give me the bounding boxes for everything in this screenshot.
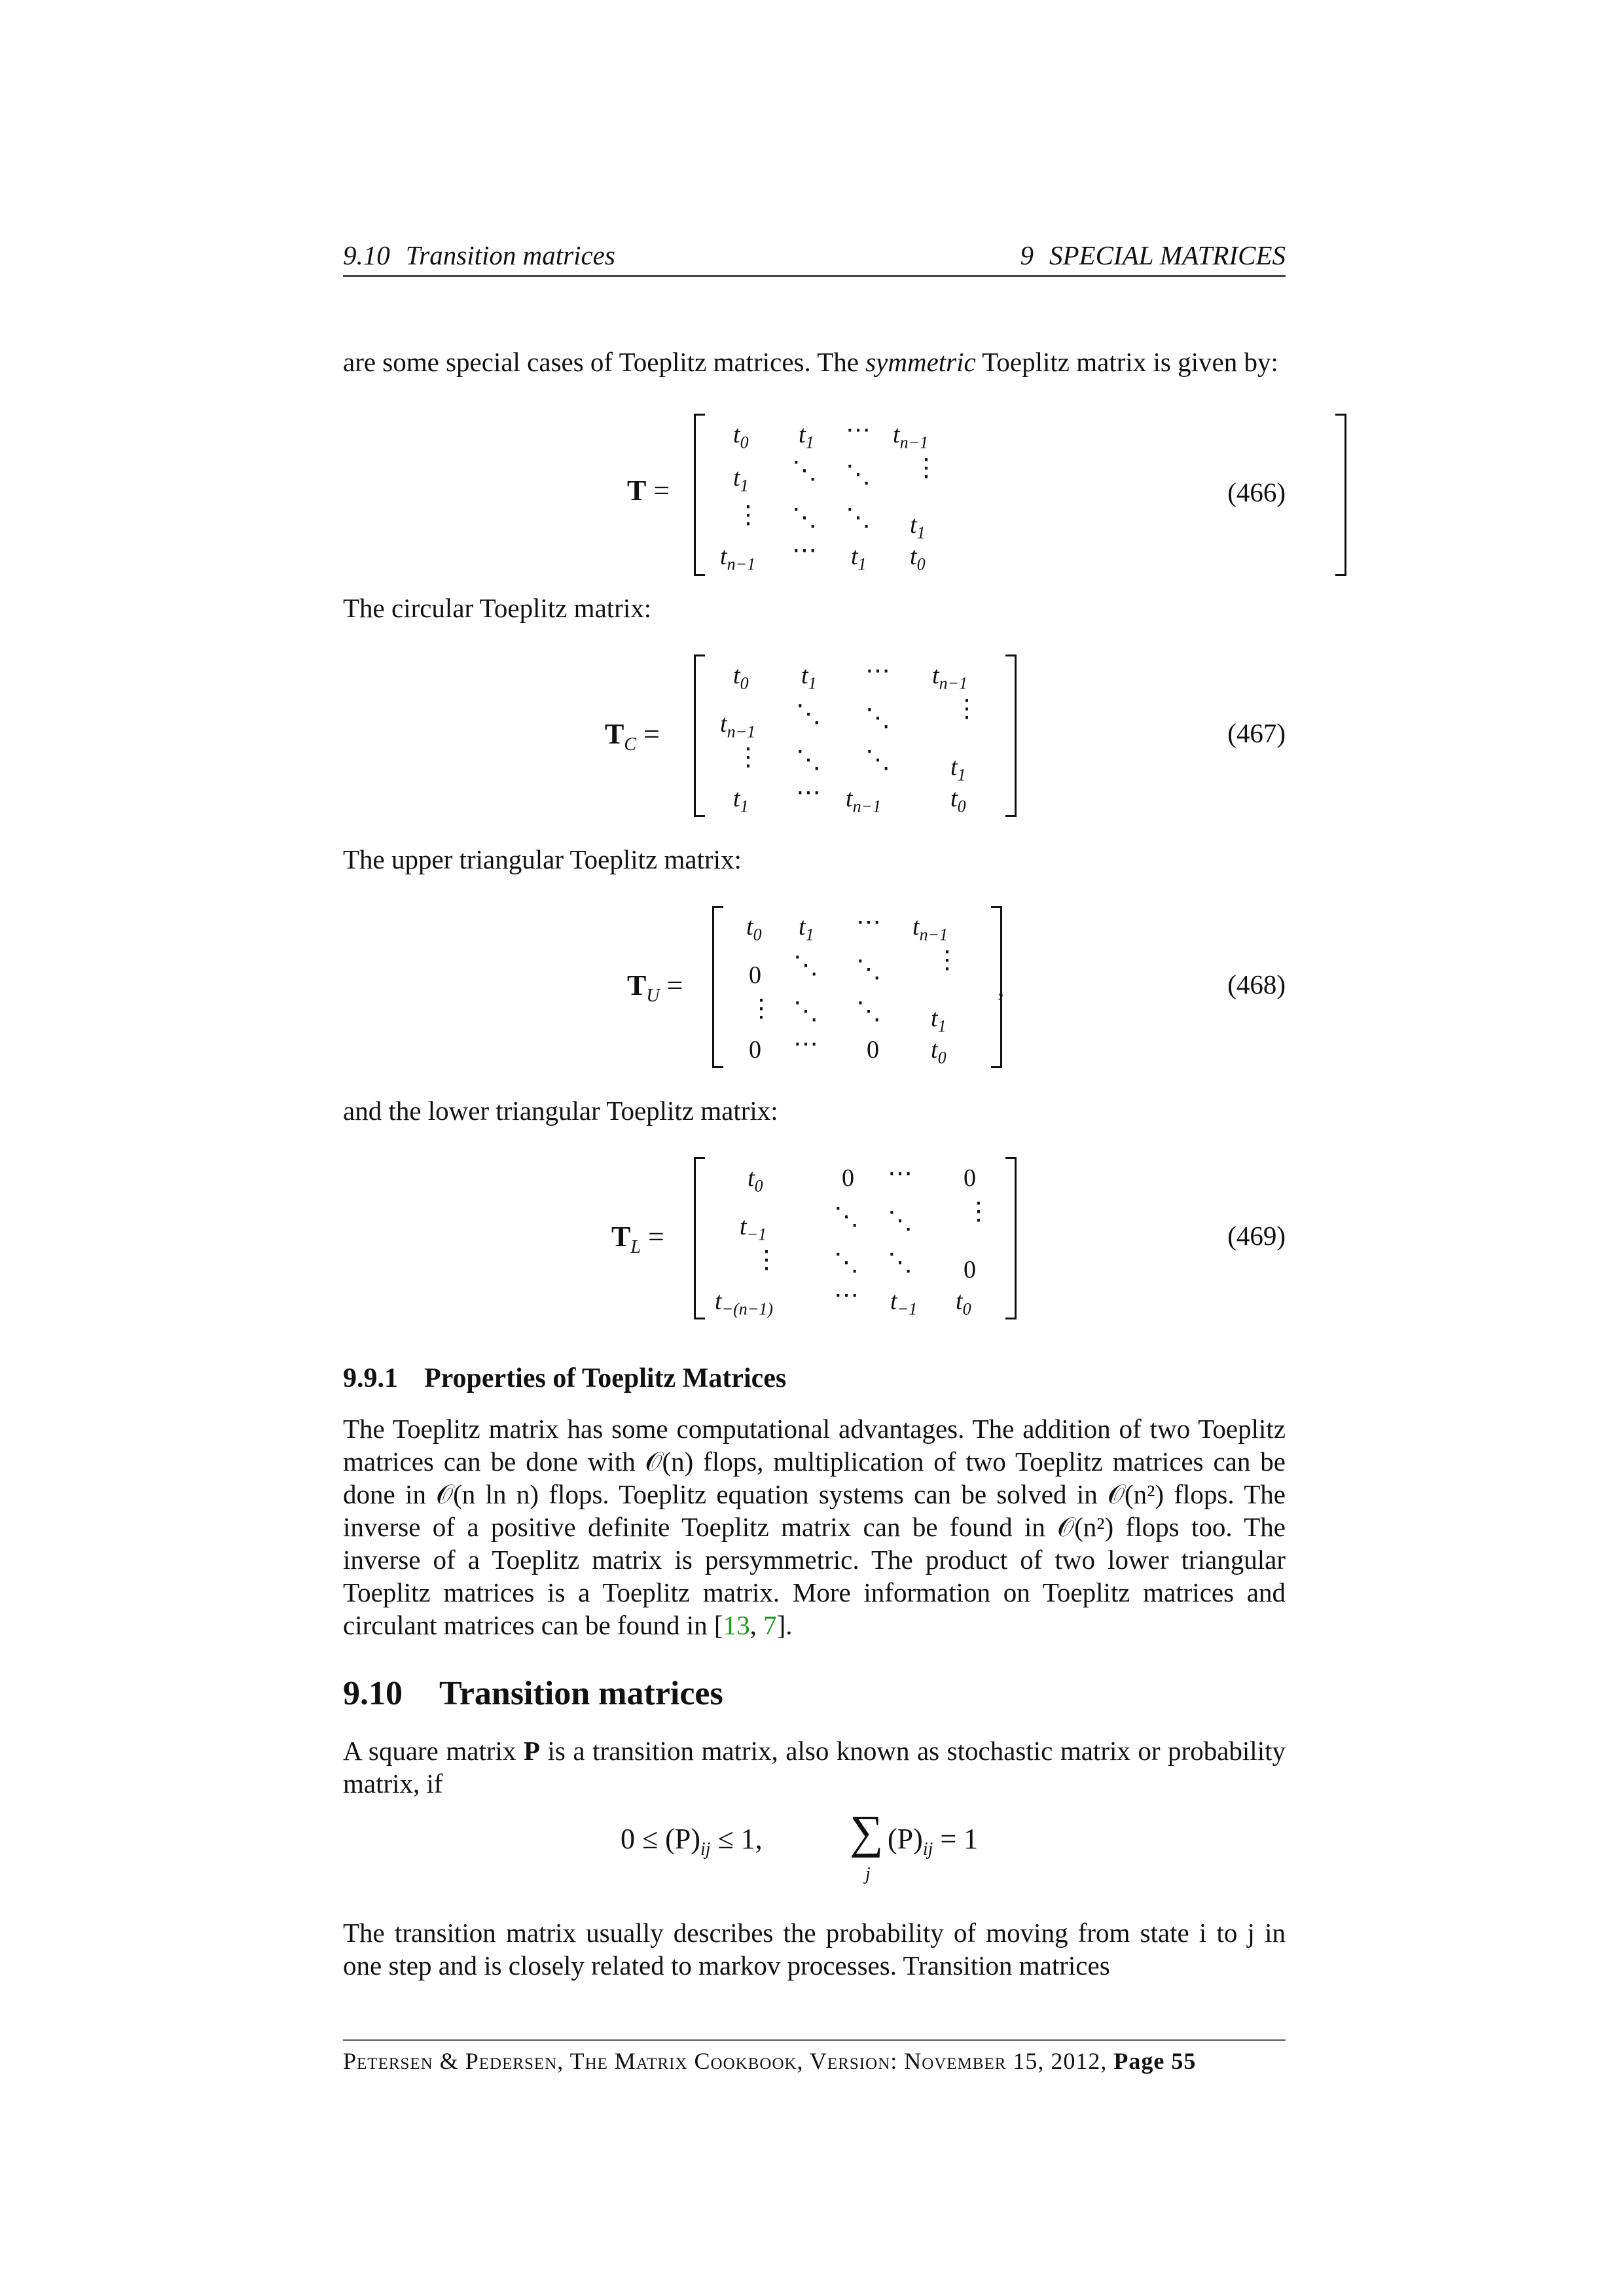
intro-paragraph: [343, 346, 1286, 378]
right-bracket: [1005, 1157, 1017, 1319]
matrix-cell: $t_{-(n-1)}$: [715, 1287, 773, 1319]
header-section-title: Transition matrices: [405, 240, 615, 270]
left-bracket: [712, 906, 723, 1068]
properties-text: The Toeplitz matrix has some computational advantages. The addition of two Toeplitz matrices can be done with 𝒪(n) flops, multiplication of two Toeplitz matrices can be done in 𝒪(n ln n) flops. Toeplitz equation systems can be solved in 𝒪(n²) flops. The inverse of a positive definite Toeplitz matrix can be found in 𝒪(n²) flops too. The inverse of a Toeplitz matrix is persymmetric. The product of two lower triangular Toeplitz matrices is a Toeplitz matrix. More information on Toeplitz matrices and circulant matrices can be found in [: [343, 1414, 1286, 1640]
eq468-number: (468): [1227, 969, 1286, 999]
section-number: 9.10: [343, 1675, 403, 1712]
intro-text-before: are some special cases of Toeplitz matrices. The: [343, 347, 866, 377]
circular-label: The circular Toeplitz matrix:: [343, 593, 652, 623]
left-bracket: [694, 1157, 705, 1319]
properties-text-end: ].: [776, 1610, 793, 1640]
matrix-cell: 0: [749, 1036, 761, 1064]
eq467-subscript: C: [624, 734, 637, 755]
matrix-cell: $t_{n-1}$: [912, 913, 948, 944]
equation-468: [343, 903, 1286, 1075]
matrix-cell: $t_1$: [799, 421, 814, 452]
matrix-cell: ⋱: [856, 997, 881, 1025]
matrix-cell: ⋱: [846, 504, 871, 531]
matrix-cell: ⋮: [736, 744, 761, 771]
sum-equals: = 1: [933, 1823, 979, 1855]
matrix-cell: ⋱: [834, 1249, 859, 1276]
matrix-cell: $t_0$: [910, 543, 926, 574]
left-bracket: [694, 655, 705, 817]
matrix-cell: $t_1$: [801, 662, 817, 693]
matrix-cell: $t_{n-1}$: [720, 543, 756, 574]
matrix-cell: ⋱: [865, 704, 890, 732]
eq468-symbol: T: [627, 969, 647, 1001]
matrix-cell: ⋮: [935, 946, 960, 974]
matrix-cell: ⋯: [834, 1282, 859, 1309]
matrix-cell: $t_1$: [799, 913, 814, 944]
upper-label: The upper triangular Toeplitz matrix:: [343, 844, 742, 874]
matrix-cell: 0: [842, 1164, 854, 1192]
matrix-cell: $t_1$: [910, 511, 926, 543]
matrix-cell: ⋮: [966, 1198, 991, 1225]
sum-term: (P): [888, 1823, 923, 1855]
eq466-number: (466): [1227, 477, 1286, 507]
matrix-cell: ⋱: [888, 1249, 912, 1276]
condition-inequality: [621, 1822, 763, 1860]
matrix-cell: ⋱: [834, 1203, 859, 1230]
matrix-cell: ⋮: [749, 995, 774, 1022]
page-number: Page 55: [1113, 2048, 1197, 2074]
footer-text: Petersen & Pedersen, The Matrix Cookbook, Version: November 15, 2012,: [343, 2048, 1114, 2074]
matrix-cell: 0: [964, 1164, 976, 1192]
page-footer: [343, 2039, 1286, 2075]
sum-symbol: ∑: [850, 1806, 884, 1858]
matrix-cell: $t_1$: [851, 543, 867, 574]
section-heading: [343, 1674, 723, 1713]
equation-466: [343, 411, 1286, 581]
eq467-number: (467): [1227, 718, 1286, 748]
matrix-cell: ⋯: [792, 537, 817, 564]
matrix-cell: $t_0$: [956, 1287, 971, 1319]
matrix-cell: ⋮: [954, 695, 979, 723]
matrix-cell: $t_{-1}$: [890, 1287, 918, 1319]
matrix-cell: ⋱: [792, 504, 817, 531]
header-left: [343, 240, 615, 271]
matrix-cell: ⋱: [865, 746, 890, 774]
eq469-subscript: L: [630, 1236, 641, 1257]
section-title: Transition matrices: [439, 1675, 723, 1712]
matrix-cell: $t_0$: [748, 1164, 763, 1196]
citation-link[interactable]: 13: [723, 1610, 750, 1640]
transition-text: A square matrix: [343, 1736, 524, 1766]
properties-paragraph: [343, 1412, 1286, 1641]
subsection-heading: [343, 1363, 786, 1394]
matrix-cell: $t_{n-1}$: [893, 421, 929, 452]
equation-467: [343, 652, 1286, 823]
matrix-cell: ⋱: [793, 997, 818, 1025]
citation-link[interactable]: 7: [763, 1610, 777, 1640]
matrix-cell: $t_0$: [950, 785, 966, 816]
matrix-cell: $t_1$: [733, 785, 749, 816]
transition-intro-paragraph: [343, 1734, 1286, 1800]
matrix-cell: ⋯: [793, 1030, 818, 1058]
matrix-cell: ⋯: [865, 657, 890, 685]
eq466-symbol: T: [627, 475, 647, 507]
intro-emphasis: symmetric: [865, 347, 976, 377]
matrix-cell: ⋮: [914, 454, 939, 482]
matrix-cell: $t_0$: [733, 421, 749, 452]
inequality-subscript: ij: [700, 1839, 711, 1859]
matrix-cell: 0: [867, 1036, 879, 1064]
matrix-cell: ⋮: [754, 1246, 779, 1274]
matrix-cell: $t_{n-1}$: [932, 662, 968, 693]
transition-description-paragraph: The transition matrix usually describes the probability of moving from state i to j in one step and is closely related to markov processes. Transition matrices: [343, 1918, 1286, 1981]
matrix-cell: ⋮: [736, 501, 761, 529]
eq469-lhs: $T_L$ =: [611, 1221, 664, 1257]
sum-index: j: [865, 1864, 871, 1884]
lower-label: and the lower triangular Toeplitz matrix:: [343, 1096, 778, 1126]
matrix-cell: $t_1$: [931, 1005, 947, 1036]
matrix-cell: ⋱: [793, 952, 818, 979]
matrix-cell: $t_{n-1}$: [720, 710, 756, 742]
matrix-cell: $t_0$: [733, 662, 749, 693]
matrix-cell: ⋯: [888, 1160, 912, 1187]
sum-subscript: ij: [922, 1839, 933, 1859]
right-bracket: [1335, 414, 1346, 576]
matrix-cell: 0: [964, 1256, 976, 1283]
matrix-cell: $t_0$: [746, 913, 762, 944]
header-chapter-title: SPECIAL MATRICES: [1049, 240, 1286, 270]
header-chapter-number: 9: [1020, 240, 1034, 270]
eq469-number: (469): [1227, 1221, 1286, 1251]
matrix-cell: ⋯: [846, 416, 871, 444]
eq467-symbol: T: [605, 718, 624, 750]
matrix-cell: ⋱: [856, 956, 881, 983]
transition-text: is a transition matrix, also known as stochastic matrix or probability matrix, if: [343, 1736, 1286, 1799]
matrix-cell: 0: [749, 961, 761, 989]
eq469-symbol: T: [611, 1221, 631, 1253]
matrix-cell: $t_{-1}$: [740, 1213, 767, 1244]
matrix-cell: ⋱: [792, 457, 817, 484]
running-header: [343, 236, 1286, 277]
eq466-lhs: T =: [627, 475, 670, 507]
inequality-left: 0 ≤ (P): [621, 1823, 700, 1855]
matrix-cell: ⋱: [796, 700, 821, 728]
subsection-number: 9.9.1: [343, 1363, 398, 1393]
matrix-cell: $t_1$: [733, 464, 749, 495]
subsection-title: Properties of Toeplitz Matrices: [424, 1363, 787, 1393]
matrix-cell: ⋱: [888, 1207, 912, 1234]
matrix-cell: ⋯: [856, 908, 881, 936]
header-right: [1020, 240, 1286, 271]
left-bracket: [694, 414, 705, 576]
eq468-trailing-comma: ,: [998, 972, 1005, 1002]
right-bracket: [1005, 655, 1017, 817]
eq467-lhs: $T_C$ =: [605, 718, 660, 755]
header-section-number: 9.10: [343, 240, 390, 270]
eq468-lhs: $T_U$ =: [627, 969, 683, 1006]
transition-matrix-symbol: P: [523, 1736, 540, 1766]
matrix-cell: $t_0$: [931, 1036, 947, 1067]
condition-sum: [888, 1822, 978, 1860]
matrix-cell: ⋯: [796, 779, 821, 806]
intro-text-after: Toeplitz matrix is given by:: [975, 347, 1278, 377]
inequality-right: ≤ 1,: [710, 1823, 763, 1855]
equation-469: [343, 1155, 1286, 1326]
matrix-cell: ⋱: [796, 746, 821, 774]
citation-separator: ,: [749, 1610, 764, 1640]
eq468-subscript: U: [646, 985, 660, 1006]
matrix-cell: ⋱: [846, 461, 871, 488]
matrix-cell: $t_{n-1}$: [846, 785, 882, 816]
matrix-cell: $t_1$: [950, 753, 966, 785]
